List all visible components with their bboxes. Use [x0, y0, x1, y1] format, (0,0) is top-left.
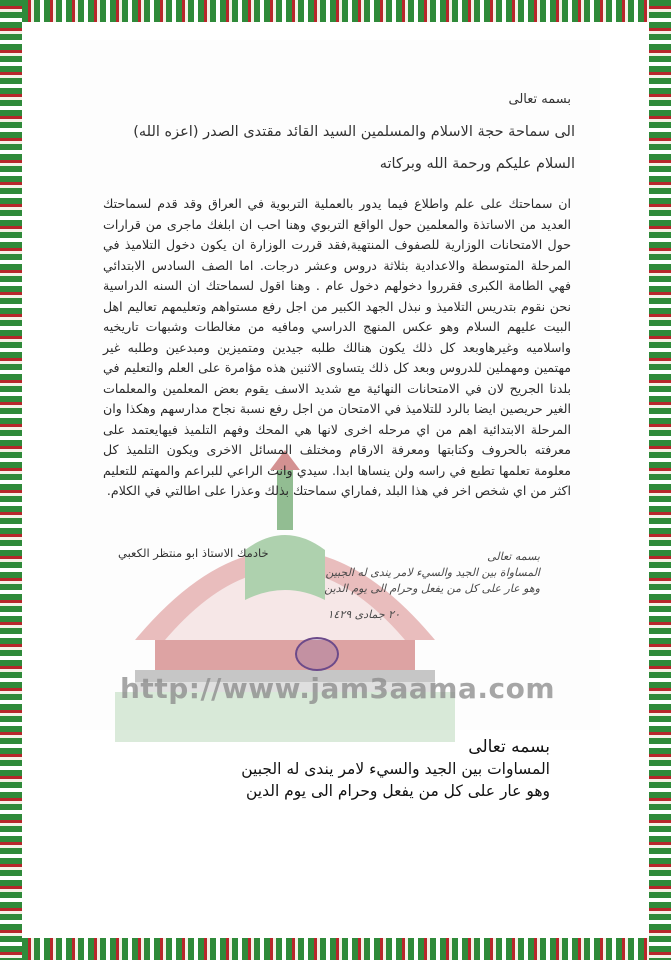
watermark-url: http://www.jam3aama.com — [120, 672, 555, 705]
transcription-line: المساوات بين الجيد والسيء لامر يندى له الجبين — [241, 760, 550, 778]
letter-basmala: بسمه تعالى — [508, 92, 571, 107]
handwritten-line: المساواة بين الجيد والسيء لامر يندى له الجبين — [325, 566, 540, 579]
handwritten-reply — [240, 550, 550, 655]
letter-signature: خادمك الاستاذ ابو منتظر الكعبي — [118, 546, 269, 560]
letter-body: ان سماحتك على علم واطلاع فيما يدور بالعملية التربوية في العراق وقد قدم لسماحتك العديد من الاساتذة والمعلمين حول الواقع التربوي وهنا احب ان ابلغك ماجرى من قرارات حول الامتحانات الوزارية للصفوف المنتهية,فقد قررت الوزارة ان يكون دخول التلاميذ في المرحلة المتوسطة والاعدادية بثلاثة دروس وعشر درجات. اما الصف السادس الابتدائي فهي الطامة الكبرى فقرروا دخولهم دخول عام . وهنا اقول لسماحتك ان السنه الدراسية نحن نقوم بتدريس التلاميذ و نبذل الجهد الكبير من اجل رفع مستواهم وتعليمهم تعاليم اهل البيت عليهم السلام وهو عكس المنهج الدراسي ومافيه من مغالطات وشبهات تاريخيه واسلاميه وغيرهاوبعد كل ذلك يكون هنالك طلبه جيدين ومتميزين ومبدعين وطلبه غير مهتمين ومهملين للدروس وبعد كل ذلك يتساوى الاثنين هذه مؤامرة على العلم والتعليم في بلدنا الجريح لان في الامتحانات النهائية مع شديد الاسف يقوم بعض المعلمين والمعلمات الغير حريصين ايضا بالرد للتلاميذ في الامتحان من اجل رفع نسبة نجاح مدارسهم وهكذا وان المرحلة الابتدائية اهم من اي مرحله اخرى لانها هي المحك وفهم التلميذ فيهايعتمد على معرفته بالحروف وكتابتها ومعرفة الارقام ومختلف المسائل الاخرى ويكون التلميذ كل معلومة تعلمها تطبع في راسه ولن ينساها ابدا. سيدي وانت الراعي للبراعم والمهتم للتعليم اكثر من اي شخص اخر في هذا البلد ,فماراي سماحتك بذلك وعذرا على اطالتي في الكلام. — [103, 196, 571, 498]
transcription-line: بسمه تعالى — [468, 737, 550, 757]
letter-greeting: السلام عليكم ورحمة الله وبركاته — [379, 156, 575, 172]
handwritten-line: بسمه تعالى — [487, 550, 540, 563]
handwritten-date: ٢٠ جمادى ١٤٢٩ — [327, 608, 400, 621]
transcription-line: وهو عار على كل من يفعل وحرام الى يوم الدين — [245, 782, 550, 800]
seal-stamp — [295, 637, 339, 671]
decorative-border-left — [0, 0, 22, 960]
decorative-border-bottom — [0, 938, 671, 960]
decorative-border-right — [649, 0, 671, 960]
letter-addressee: الى سماحة حجة الاسلام والمسلمين السيد القائد مقتدى الصدر (اعزه الله) — [133, 124, 575, 140]
transcription-block — [190, 736, 550, 802]
decorative-border-top — [0, 0, 671, 22]
handwritten-line: وهو عار على كل من يفعل وحرام الى يوم الدين — [324, 582, 540, 595]
